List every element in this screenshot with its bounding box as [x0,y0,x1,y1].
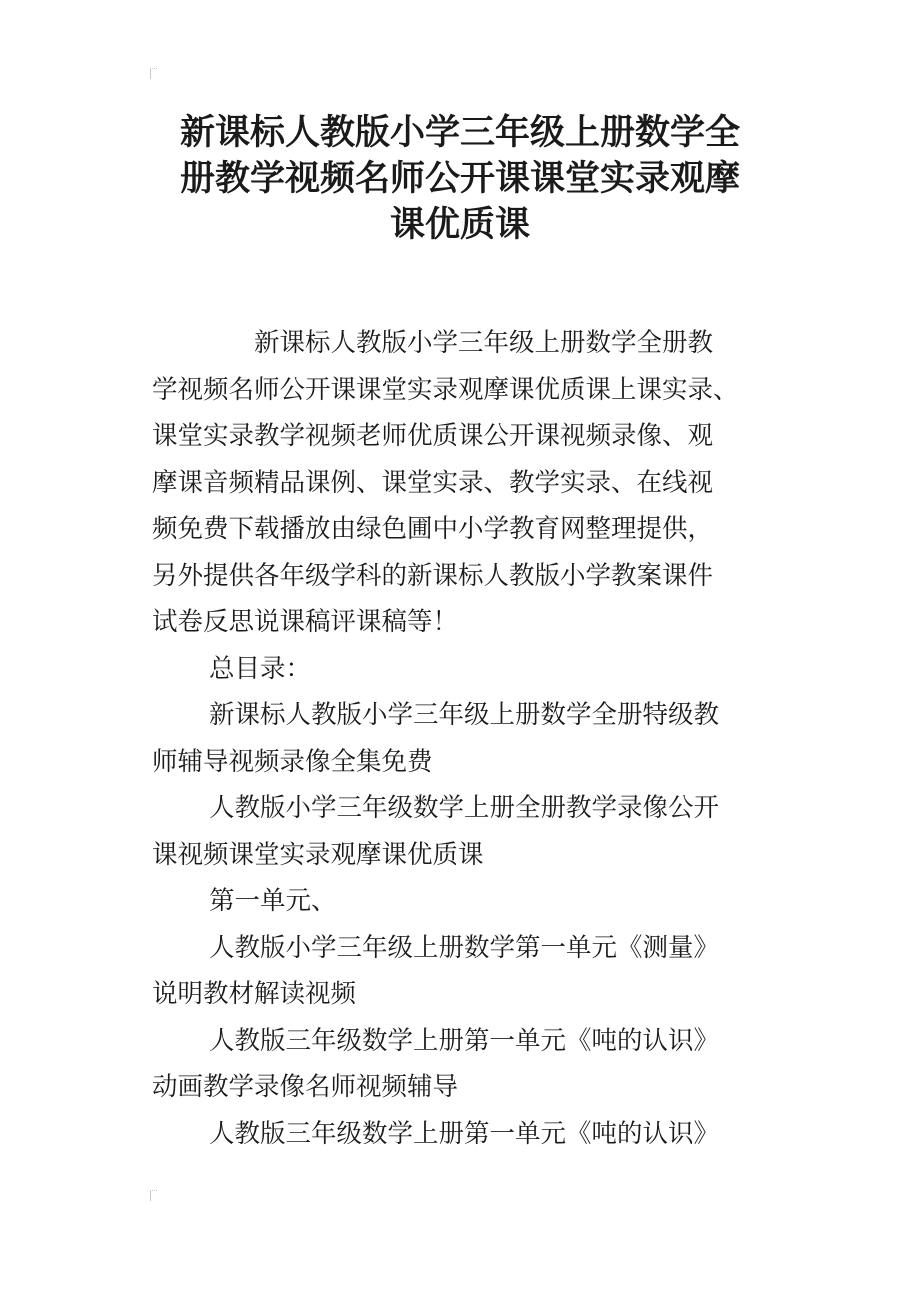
toc-entry-line: 师辅导视频录像全集免费 [152,746,433,777]
trailing-line: 人教版三年级数学上册第一单元《吨的认识》 [209,1118,720,1149]
corner-mark-bottom [150,1190,157,1201]
unit-heading: 第一单元、 [209,886,337,916]
toc-entry-line: 新课标人教版小学三年级上册数学全册特级教 [209,700,720,730]
document-body [152,320,782,1157]
title-line: 册教学视频名师公开课课堂实录观摩 [179,159,740,199]
toc-heading: 总目录： [209,653,312,684]
unit-entry-line: 说明教材解读视频 [152,979,357,1009]
intro-line: 试卷反思说课稿评课稿等！ [152,607,459,637]
document-title [140,110,780,248]
unit-entry-line: 动画教学录像名师视频辅导 [152,1072,459,1102]
unit-entry [152,925,782,1018]
intro-line: 摩课音频精品课例、课堂实录、教学实录、在线视 [152,467,714,498]
toc-entry-line: 人教版小学三年级数学上册全册教学录像公开 [209,793,720,823]
toc-entry [152,692,782,785]
intro-line: 频免费下载播放由绿色圃中小学教育网整理提供， [152,514,714,544]
intro-line: 学视频名师公开课课堂实录观摩课优质课上课实录、 [152,374,739,405]
title-line: 课优质课 [389,205,530,245]
toc-entry-line: 课视频课堂实录观摩课优质课 [152,839,484,870]
unit-entry [152,1018,782,1111]
intro-line: 新课标人教版小学三年级上册数学全册教 [254,328,714,358]
intro-line: 另外提供各年级学科的新课标人教版小学教案课件 [152,560,714,591]
title-line: 新课标人教版小学三年级上册数学全 [179,113,740,153]
corner-mark-top [150,68,157,79]
intro-line: 课堂实录教学视频老师优质课公开课视频录像、观 [152,421,714,451]
intro-paragraph [152,320,782,646]
unit-entry-line: 人教版三年级数学上册第一单元《吨的认识》 [209,1025,720,1056]
unit-entry-line: 人教版小学三年级上册数学第一单元《测量》 [209,932,720,963]
toc-entry [152,785,782,878]
